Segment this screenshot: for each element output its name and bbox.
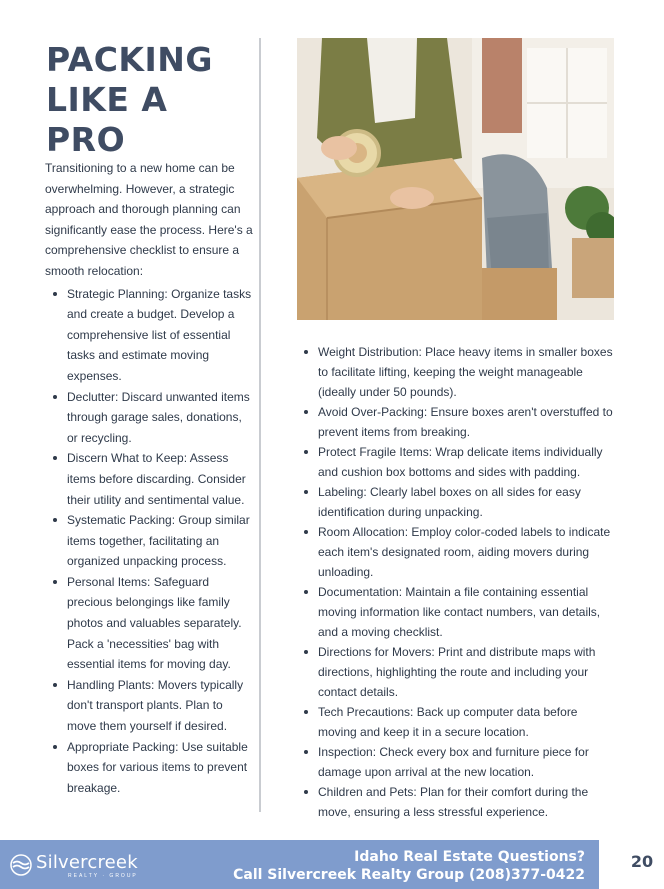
footer-line-1: Idaho Real Estate Questions?: [354, 849, 585, 865]
intro-paragraph: Transitioning to a new home can be overwhelming. However, a strategic approach and thorough planning can significantly ease the process. Here's a comprehensive checklist to ensure a smooth relocation:: [45, 161, 253, 278]
left-column: [45, 158, 255, 798]
list-item: Directions for Movers: Print and distribute maps with directions, highlighting the route and including your contact details.: [296, 642, 616, 702]
right-checklist: [296, 342, 616, 822]
list-item: Inspection: Check every box and furniture piece for damage upon arrival at the new location.: [296, 742, 616, 782]
list-item: Declutter: Discard unwanted items through garage sales, donations, or recycling.: [45, 387, 255, 449]
logo-wordmark: Silvercreek: [36, 852, 138, 873]
list-item: Children and Pets: Plan for their comfort during the move, ensuring a less stressful experience.: [296, 782, 616, 822]
list-item: Tech Precautions: Back up computer data before moving and keep it in a secure location.: [296, 702, 616, 742]
left-checklist: [45, 284, 255, 799]
list-item: Systematic Packing: Group similar items together, facilitating an organized unpacking process.: [45, 510, 255, 572]
list-item: Strategic Planning: Organize tasks and create a budget. Develop a comprehensive list of essential tasks and estimate moving expenses.: [45, 284, 255, 387]
list-item: Protect Fragile Items: Wrap delicate items individually and cushion box bottoms and sides with padding.: [296, 442, 616, 482]
title-line-2: LIKE A PRO: [46, 80, 168, 159]
photo-packing-box-icon: [297, 38, 614, 320]
logo-tagline: REALTY · GROUP: [68, 873, 138, 879]
page-number: 20: [630, 852, 654, 871]
list-item: Weight Distribution: Place heavy items in smaller boxes to facilitate lifting, keeping the weight manageable (ideally under 50 pounds).: [296, 342, 616, 402]
list-item: Avoid Over-Packing: Ensure boxes aren't overstuffed to prevent items from breaking.: [296, 402, 616, 442]
packing-photo: [297, 38, 614, 320]
list-item: Documentation: Maintain a file containing essential moving information like contact numbers, van details, and a moving checklist.: [296, 582, 616, 642]
footer-bar: [0, 840, 599, 889]
silvercreek-logo: [10, 852, 150, 880]
list-item: Appropriate Packing: Use suitable boxes for various items to prevent breakage.: [45, 737, 255, 799]
list-item: Discern What to Keep: Assess items before discarding. Consider their utility and sentimental value.: [45, 448, 255, 510]
list-item: Personal Items: Safeguard precious belongings like family photos and valuables separately. Pack a 'necessities' bag with essential items for moving day.: [45, 572, 255, 675]
title-line-1: PACKING: [46, 40, 213, 79]
right-column: [296, 340, 616, 822]
wave-logo-icon: [10, 854, 32, 876]
column-divider: [259, 38, 261, 812]
list-item: Labeling: Clearly label boxes on all sides for easy identification during unpacking.: [296, 482, 616, 522]
list-item: Room Allocation: Employ color-coded labels to indicate each item's designated room, aiding movers during unloading.: [296, 522, 616, 582]
footer-contact: [233, 848, 585, 884]
footer-line-2: Call Silvercreek Realty Group (208)377-0422: [233, 867, 585, 883]
page-title: [46, 40, 256, 160]
list-item: Handling Plants: Movers typically don't transport plants. Plan to move them yourself if desired.: [45, 675, 255, 737]
